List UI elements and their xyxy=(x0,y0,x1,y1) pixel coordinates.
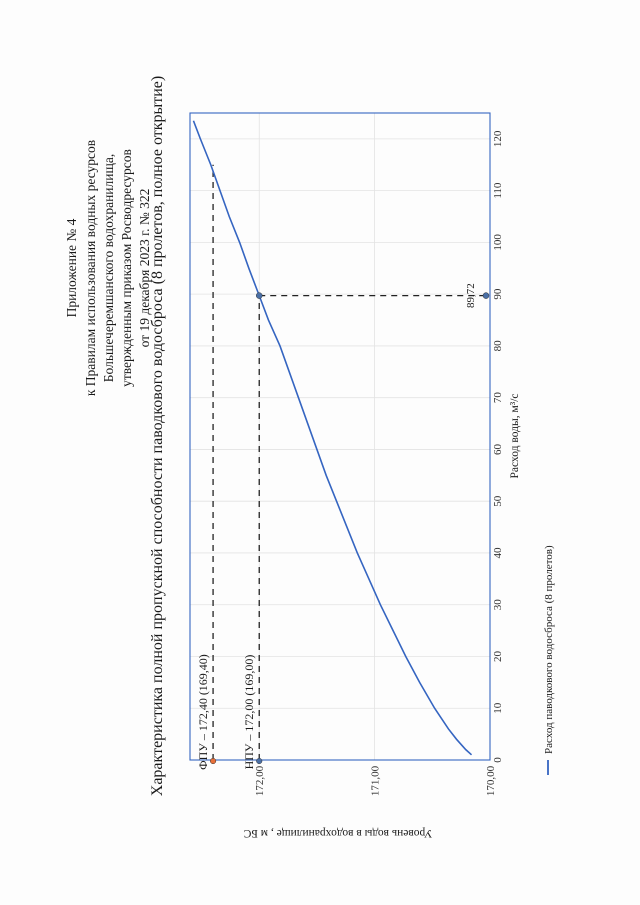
reference-label: ФПУ – 172,40 (169,40) xyxy=(196,654,211,770)
x-tick-label: 110 xyxy=(492,182,504,199)
document-header xyxy=(64,140,152,396)
annotation-label: 89,72 xyxy=(465,283,477,308)
x-tick-label: 60 xyxy=(492,443,504,455)
header-line: утвержденным приказом Росводресурсов xyxy=(119,149,134,387)
plot-frame xyxy=(190,113,490,760)
x-tick-label: 70 xyxy=(492,392,504,404)
reference-marker xyxy=(256,758,262,764)
header-line: к Правилам использования водных ресурсов xyxy=(83,139,98,397)
chart-grid xyxy=(190,113,490,760)
header-line: Большечеремшанского водохранилища, xyxy=(101,153,116,383)
x-tick-label: 90 xyxy=(492,288,504,300)
y-tick-label: 171,00 xyxy=(369,765,382,797)
x-tick-label: 30 xyxy=(492,599,504,611)
y-tick-label: 172,00 xyxy=(254,765,267,797)
x-tick-label: 10 xyxy=(492,702,504,714)
series-lines xyxy=(193,121,471,755)
x-tick-label: 50 xyxy=(492,495,504,507)
x-axis-label: Расход воды, м³/с xyxy=(509,393,521,479)
y-tick-label: 170,00 xyxy=(485,765,497,797)
series-line xyxy=(193,121,471,755)
y-axis-label: Уровень воды в водохранилище , м БС xyxy=(243,827,433,839)
curve-point-marker xyxy=(256,293,262,299)
x-tick-label: 100 xyxy=(492,234,504,251)
x-tick-label: 0 xyxy=(492,757,504,763)
x-tick-label: 120 xyxy=(492,130,504,148)
annotation-marker xyxy=(483,293,489,299)
plot-border xyxy=(190,113,490,760)
x-tick-label: 40 xyxy=(492,547,504,559)
x-tick-label: 80 xyxy=(492,340,504,352)
legend-label: Расход паводкового водосброса (8 пролетов) xyxy=(543,545,555,754)
reference-marker xyxy=(210,758,216,764)
reference-label: НПУ – 172,00 (169,00) xyxy=(242,654,257,770)
header-line: Приложение № 4 xyxy=(64,218,79,318)
header-line: от 19 декабря 2023 г. № 322 xyxy=(137,188,152,348)
chart-title: Характеристика полной пропускной способности паводкового водосброса (8 пролетов, полное открытие) xyxy=(149,75,166,797)
x-tick-label: 20 xyxy=(492,650,504,662)
